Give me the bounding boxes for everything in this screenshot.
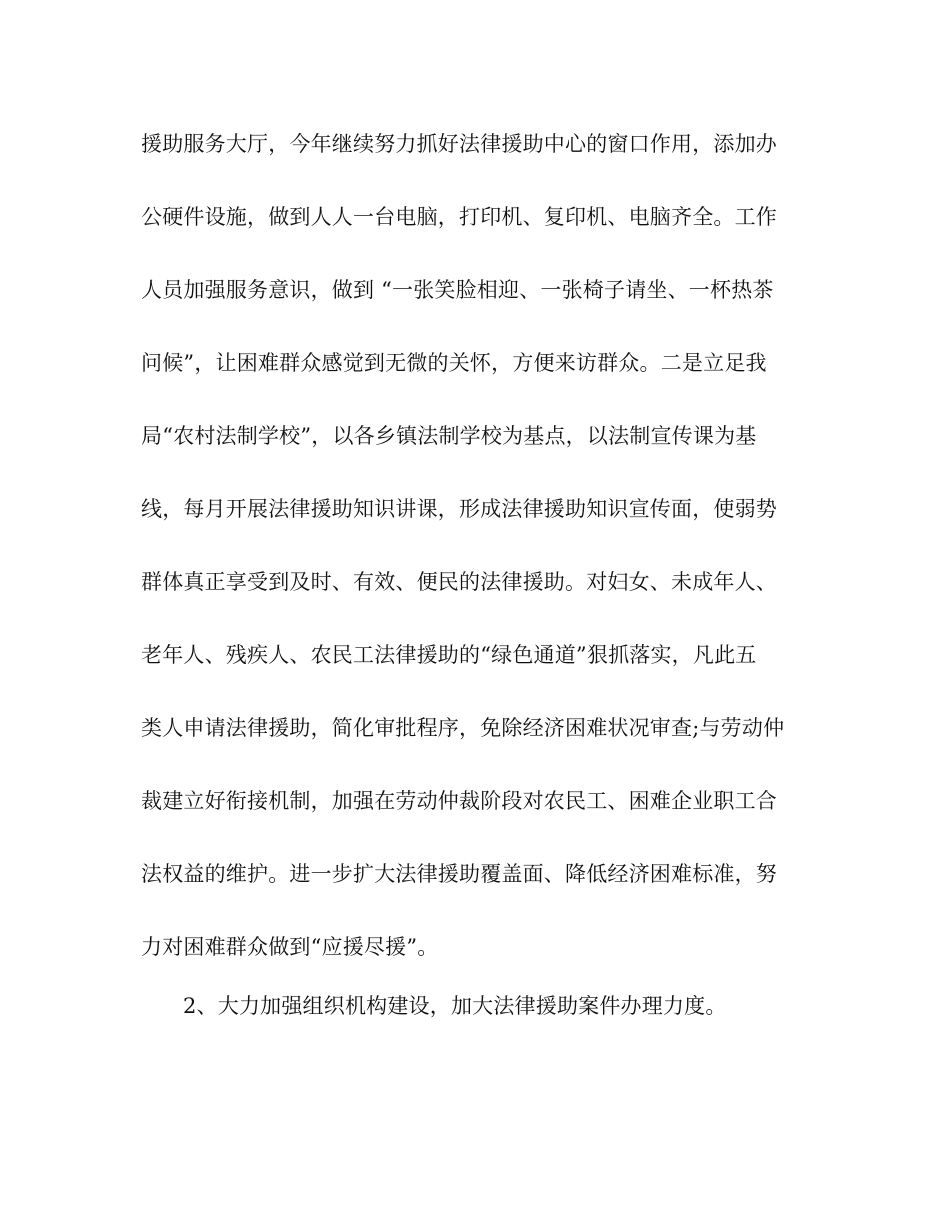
paragraph-line-2: 公硬件设施，做到人人一台电脑，打印机、复印机、电脑齐全。工作 (141, 205, 777, 229)
paragraph-line-5: 局“农村法制学校”，以各乡镇法制学校为基点，以法制宣传课为基 (141, 424, 757, 448)
paragraph-line-12: 力对困难群众做到“应援尽援”。 (141, 935, 439, 959)
paragraph-line-4: 问候”，让困难群众感觉到无微的关怀，方便来访群众。二是立足我 (141, 351, 767, 375)
paragraph-line-8: 老年人、残疾人、农民工法律援助的“绿色通道”狠抓落实，凡此五 (141, 643, 757, 667)
paragraph-line-3: 人员加强服务意识，做到 “一张笑脸相迎、一张椅子请坐、一杯热茶 (141, 278, 774, 302)
paragraph-line-11: 法权益的维护。进一步扩大法律援助覆盖面、降低经济困难标准，努 (141, 862, 777, 886)
paragraph-line-6: 线，每月开展法律援助知识讲课，形成法律援助知识宣传面，使弱势 (141, 497, 777, 521)
paragraph-line-10: 裁建立好衔接机制，加强在劳动仲裁阶段对农民工、困难企业职工合 (141, 789, 777, 813)
paragraph-line-9: 类人申请法律援助，简化审批程序，免除经济困难状况审查;与劳动仲 (141, 716, 785, 740)
paragraph-line-1: 援助服务大厅，今年继续努力抓好法律援助中心的窗口作用，添加办 (141, 132, 777, 156)
section-heading: 2、大力加强组织机构建设，加大法律援助案件办理力度。 (183, 994, 727, 1018)
paragraph-line-7: 群体真正享受到及时、有效、便民的法律援助。对妇女、未成年人、 (141, 570, 777, 594)
